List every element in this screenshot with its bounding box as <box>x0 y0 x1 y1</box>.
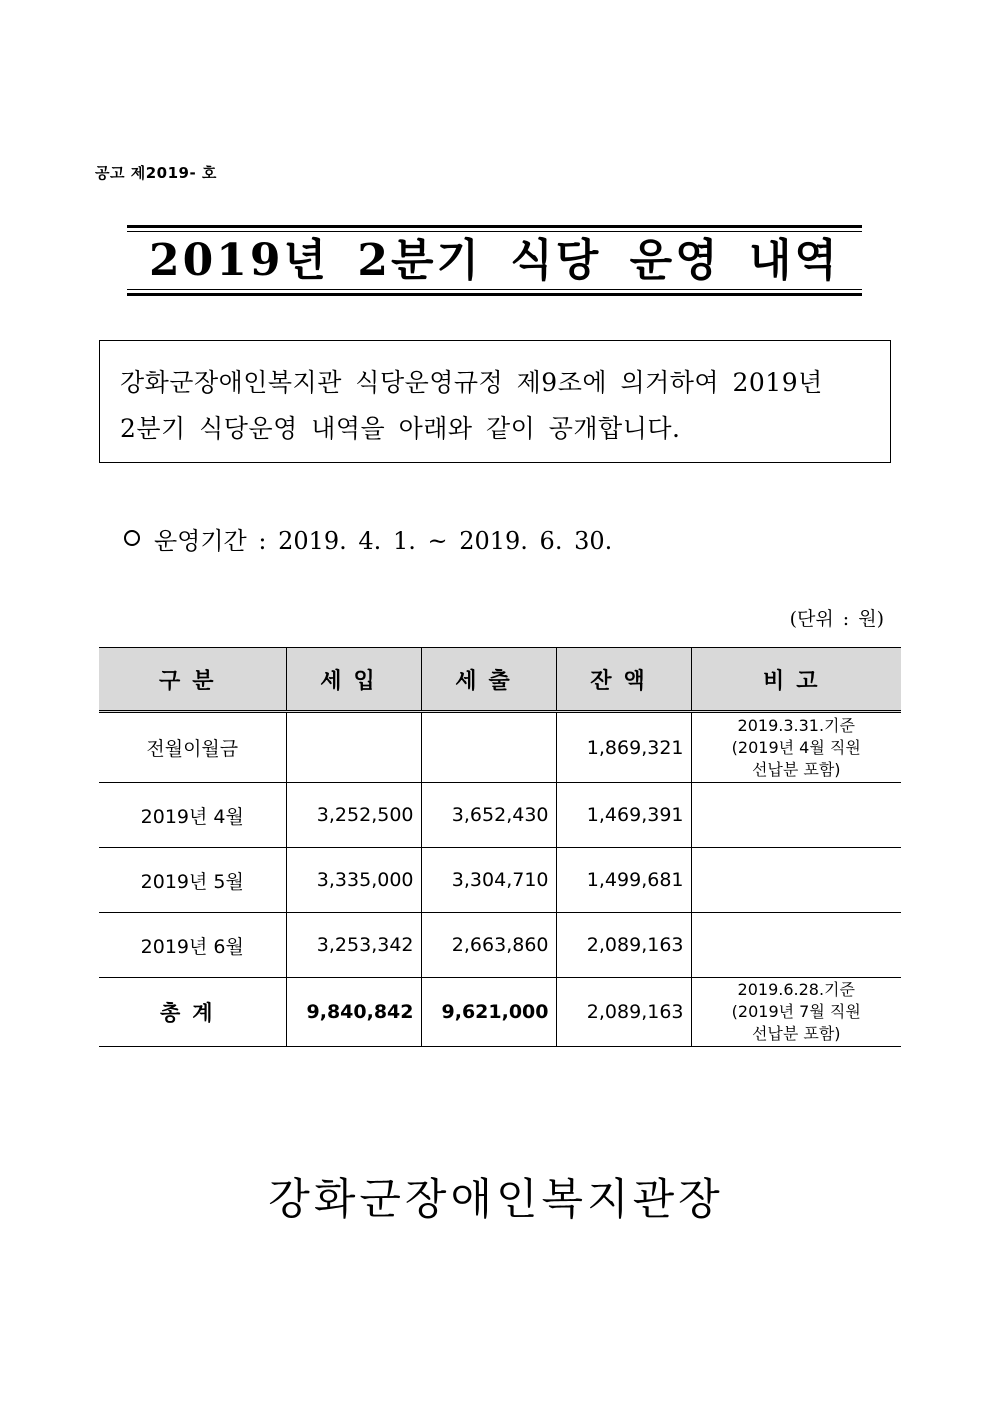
cell-note <box>691 913 901 978</box>
notice-number: 공고 제2019- 호 <box>95 164 217 182</box>
note-line: 선납분 포함) <box>751 759 841 779</box>
header-expense: 세출 <box>421 648 556 712</box>
note-line: (2019년 4월 직원 <box>731 737 861 757</box>
document-title: 2019년 2분기 식당 운영 내역 <box>149 235 840 286</box>
title-rule-bottom-thick <box>127 293 862 296</box>
cell-total-expense: 9,621,000 <box>421 978 556 1047</box>
cell-expense: 2,663,860 <box>421 913 556 978</box>
table-row <box>99 913 901 978</box>
cell-category: 2019년 5월 <box>99 848 286 913</box>
unit-label: (단위 : 원) <box>789 608 884 630</box>
cell-balance: 1,499,681 <box>556 848 691 913</box>
table-total-row <box>99 978 901 1047</box>
title-rule-top-thick <box>127 225 862 228</box>
cell-expense: 3,652,430 <box>421 783 556 848</box>
cell-note <box>691 712 901 783</box>
cell-expense <box>421 712 556 783</box>
cell-total-note <box>691 978 901 1047</box>
cell-total-balance: 2,089,163 <box>556 978 691 1047</box>
cell-category: 2019년 6월 <box>99 913 286 978</box>
cell-balance: 1,869,321 <box>556 712 691 783</box>
cell-income: 3,252,500 <box>286 783 421 848</box>
cell-income <box>286 712 421 783</box>
cell-note <box>691 848 901 913</box>
table-row <box>99 848 901 913</box>
intro-line-1: 강화군장애인복지관 식당운영규정 제9조에 의거하여 2019년 <box>120 368 823 397</box>
header-category: 구분 <box>99 648 286 712</box>
header-income: 세입 <box>286 648 421 712</box>
note-line: 2019.3.31.기준 <box>737 715 855 735</box>
cell-expense: 3,304,710 <box>421 848 556 913</box>
cell-income: 3,253,342 <box>286 913 421 978</box>
table-row <box>99 712 901 783</box>
table-header-row <box>99 648 901 712</box>
header-balance: 잔액 <box>556 648 691 712</box>
cell-total-income: 9,840,842 <box>286 978 421 1047</box>
circle-bullet-icon <box>124 530 140 546</box>
note-line: 2019.6.28.기준 <box>737 980 855 999</box>
cell-income: 3,335,000 <box>286 848 421 913</box>
cell-category: 전월이월금 <box>99 712 286 783</box>
note-line: 선납분 포함) <box>751 1024 841 1043</box>
operation-period-text: 운영기간 : 2019. 4. 1. ~ 2019. 6. 30. <box>154 527 613 555</box>
cell-note <box>691 783 901 848</box>
cell-balance: 2,089,163 <box>556 913 691 978</box>
title-rule-top-thin <box>127 231 862 232</box>
cell-category: 2019년 4월 <box>99 783 286 848</box>
intro-box <box>99 340 891 463</box>
title-rule-bottom-thin <box>127 289 862 290</box>
table-row <box>99 783 901 848</box>
cell-balance: 1,469,391 <box>556 783 691 848</box>
header-note: 비고 <box>691 648 901 712</box>
ledger-table <box>99 647 901 1047</box>
operation-period <box>124 521 612 556</box>
cell-total-label: 총계 <box>99 978 286 1047</box>
note-line: (2019년 7월 직원 <box>731 1002 861 1021</box>
intro-line-2: 2분기 식당운영 내역을 아래와 같이 공개합니다. <box>120 414 681 443</box>
signature: 강화군장애인복지관장 <box>268 1175 724 1225</box>
